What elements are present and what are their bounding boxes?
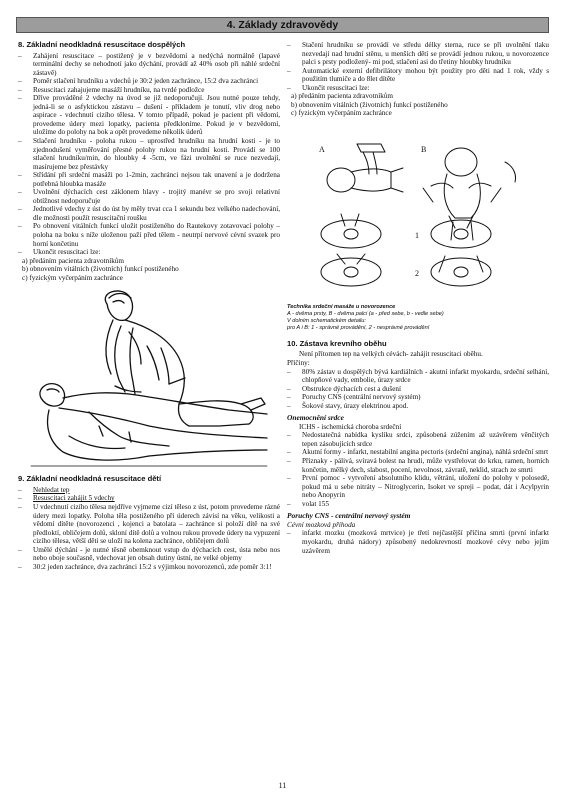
list-item: – První pomoc - vytvoření absolutního klidu, větrání, uložení do polohy v polosedě, pokud má u sebe nitráty – Nitroglycerin, Isoket ve spreji – podat, dát i Acylpyrin nebo Anopyrin xyxy=(287,474,549,500)
child-cpr-list xyxy=(287,41,549,92)
list-item: c) fyzickým vyčerpáním zachránce xyxy=(22,273,123,282)
cns-subtitle: Cévní mozková příhoda xyxy=(287,520,356,529)
stop-resuscitation-list xyxy=(287,92,549,118)
list-item: – Stačení hrudníku se provádí ve středu délky sterna, ruce se při uvolnění tlaku nezvedají nad hrudní stěnu, u menších dětí se provádí jednou rukou, u novorozence palci s prsty podložený- mi pod, stlačení asi do třetiny hloubky hrudníku xyxy=(287,41,549,67)
newborn-cpr-illustration xyxy=(311,122,526,300)
section-9-title: 9. Základní neodkladná resuscitace dětí xyxy=(18,474,162,484)
list-item: – Obstrukce dýchacích cest a dušení xyxy=(287,385,549,394)
heart-intro: ICHS - ischemická choroba srdeční xyxy=(299,422,402,431)
list-item: – 80% zástav u dospělých bývá kardiálních - akutní infarkt myokardu, srdeční selhání, chlopňové vady, embolie, úrazy srdce xyxy=(287,368,549,385)
list-item: – Ukončit resuscitaci lze: xyxy=(18,248,280,257)
list-item: – 30:2 jeden zachránce, dva zachránci 15:2 s výjimkou novorozenců, zde poměr 3:1! xyxy=(18,563,280,572)
list-item: – Uvolnění dýchacích cest záklonem hlavy - trojitý manévr se pro svoji relativní obtížnost nedoporučuje xyxy=(18,188,280,205)
causes-label: Příčiny: xyxy=(287,359,310,368)
list-item: – Poruchy CNS (centrální nervový systém) xyxy=(287,393,549,402)
list-item: b) obnovením vitálních (životních) funkcí postiženého xyxy=(22,265,179,274)
list-item: – Stlačení hrudníku - poloha rukou – uprostřed hrudníku na hrudní kosti - je to zjednodušení vyměřování přesné polohy rukou na hrudní kosti. Provádí se 100 stlačení hrudníku/min, do hloubky 4 -5cm, ve fázi uvolnění se ruce nezvedají, masírujeme bez přestávky xyxy=(18,137,280,171)
list-item: – Jednotlivé vdechy z úst do úst by měly trvat cca 1 sekundu bez velkého nadechování, dle možnosti použít resuscitační roušku xyxy=(18,205,280,222)
section-10-intro: Není přítomen tep na velkých cévách- zahájit resuscitaci oběhu. xyxy=(299,350,483,359)
cpr-illustration xyxy=(29,286,269,471)
cns-title: Poruchy CNS - centrální nervový systém xyxy=(287,511,411,521)
chapter-title: 4. Základy zdravovědy xyxy=(226,19,339,31)
section-8-list xyxy=(18,52,280,257)
list-item: c) fyzickým vyčerpáním zachránce xyxy=(291,109,392,118)
caption-line: V dolním schematickém detailu: xyxy=(287,317,366,324)
list-item: – volat 155 xyxy=(287,500,549,509)
list-item: – Šokové stavy, úrazy elektrinou apod. xyxy=(287,402,549,411)
list-item: – Nehledat tep xyxy=(18,486,280,495)
page-number: 11 xyxy=(278,781,287,790)
right-column xyxy=(287,41,549,555)
list-item: – Automatické externí defibrilátory mohou být použity pro děti nad 1 rok, vždy s použitím tlumiče a do 8let dítěte xyxy=(287,67,549,84)
heart-list xyxy=(287,431,549,508)
list-item: – Příznaky - pálivá, svíravá bolest na hrudi, může vystřelovat do krku, ramen, horních končetin, mělký dech, slabost, pocení, nevolnost, závratě, neklid, strach ze smrti xyxy=(287,457,549,474)
label-1: 1 xyxy=(414,230,419,240)
list-item: – Střídání při srdeční masáži po 1-2min, zachránci nejsou tak unavení a je dodržena potřebná hloubka masáže xyxy=(18,171,280,188)
chapter-header xyxy=(16,17,549,33)
list-item: b) obnovením vitálních (životních) funkcí postiženého xyxy=(291,100,448,109)
caption-line: A - dvěma prsty, B - dvěma palci (a - před sebe, b - vedle sebe) xyxy=(287,310,444,317)
cns-list xyxy=(287,529,549,555)
list-item: – Po obnovení vitálních funkcí uložit postiženého do Rautekovy zotavovací polohy – poloha na boku s níže uloženou paží před tělem - neutrpí nervové cévní svazek pro horní končetinu xyxy=(18,222,280,248)
list-item: a) předáním pacienta zdravotníkům xyxy=(291,92,393,101)
section-9-list xyxy=(18,486,280,571)
causes-list xyxy=(287,368,549,411)
list-item: – Resuscitaci zahájit 5 vdechy xyxy=(18,494,280,503)
stop-resuscitation-list xyxy=(18,257,280,283)
figure-caption xyxy=(287,304,549,332)
section-8-title: 8. Základní neodkladná resuscitace dospělých xyxy=(18,40,186,49)
list-item: – Resuscitaci zahajujeme masáží hrudníku, na tvrdé podložce xyxy=(18,86,280,95)
list-item: – U vdechnutí cizího tělesa nejdříve vyjmeme cizí těleso z úst, potom provedeme rázné údery mezi lopatky. Poloha těla postiženého při úderech závisí na věku, velikosti a vědomí dítěte (novorozenci , kojenci a batolata – zachránce si položí dítě na své předloktí, obličejem dolů, skloní dítě dolů a volnou rukou provede údery na vypuzení cizího tělesa, větší děti se uloží na kolena zachránce, obličejem dolů xyxy=(18,503,280,546)
list-item: – Ukončit resuscitaci lze: xyxy=(287,84,549,93)
list-item: – Poměr stlačení hrudníku a vdechů je 30:2 jeden zachránce, 15:2 dva zachránci xyxy=(18,77,280,86)
left-column xyxy=(18,41,280,571)
list-item: a) předáním pacienta zdravotníkům xyxy=(22,256,124,265)
list-item: – Akutní formy - infarkt, nestabilní angina pectoris (srdeční angina), náhlá srdeční smrt xyxy=(287,448,549,457)
heart-disease-title: Onemocnění srdce xyxy=(287,413,344,423)
list-item: – Umělé dýchání - je nutné těsně obemknout vstup do dýchacích cest, ústa nebo nos nebo oboje současně, vdechovat jen obsah dutiny ústní, ne velké objemy xyxy=(18,546,280,563)
list-item: – Zahájení resuscitace – postižený je v bezvědomí a nedýchá normálně (lapavé terminální dechy se nehodnotí jako dýchání, provádí až 40% osob při náhlé srdeční zástavě) xyxy=(18,52,280,78)
list-item: – infarkt mozku (mozková mrtvice) je třetí nejčastější příčina smrti (první infarkt myokardu, druhá nádory) způsobený nedokrevností mozkové cévy nebo jejím uzávěrem xyxy=(287,529,549,555)
caption-line: pro A i B: 1 - správné provádění, 2 - nesprávné provádění xyxy=(287,324,430,331)
section-10-title: 10. Zástava krevního oběhu xyxy=(287,338,387,348)
list-item: – Nedostatečná nabídka kyslíku srdci, způsobená zúžením až uzávěrem věnčitých tepen zásobujících srdce xyxy=(287,431,549,448)
label-b: B xyxy=(420,144,426,154)
caption-line: Technika srdeční masáže u novorozence xyxy=(287,303,396,310)
label-a: A xyxy=(318,144,325,154)
label-2: 2 xyxy=(414,268,419,278)
list-item: – Dříve prováděné 2 vdechy na úvod se již nedoporučují. Jsou nutné pouze tehdy, jedná-li se o asfyktickou zástavu – dušení - příkladem je tonutí, vliv drog nebo aspirace - vdechnutí cizího tělesa. V tomto případě, pokud je pacient při vědomí, provedeme údery mezi lopatky, pacienta předkloníme. Pokud je v bezvědomí, uložíme do polohy na bok a opět provedeme několik úderů xyxy=(18,94,280,137)
